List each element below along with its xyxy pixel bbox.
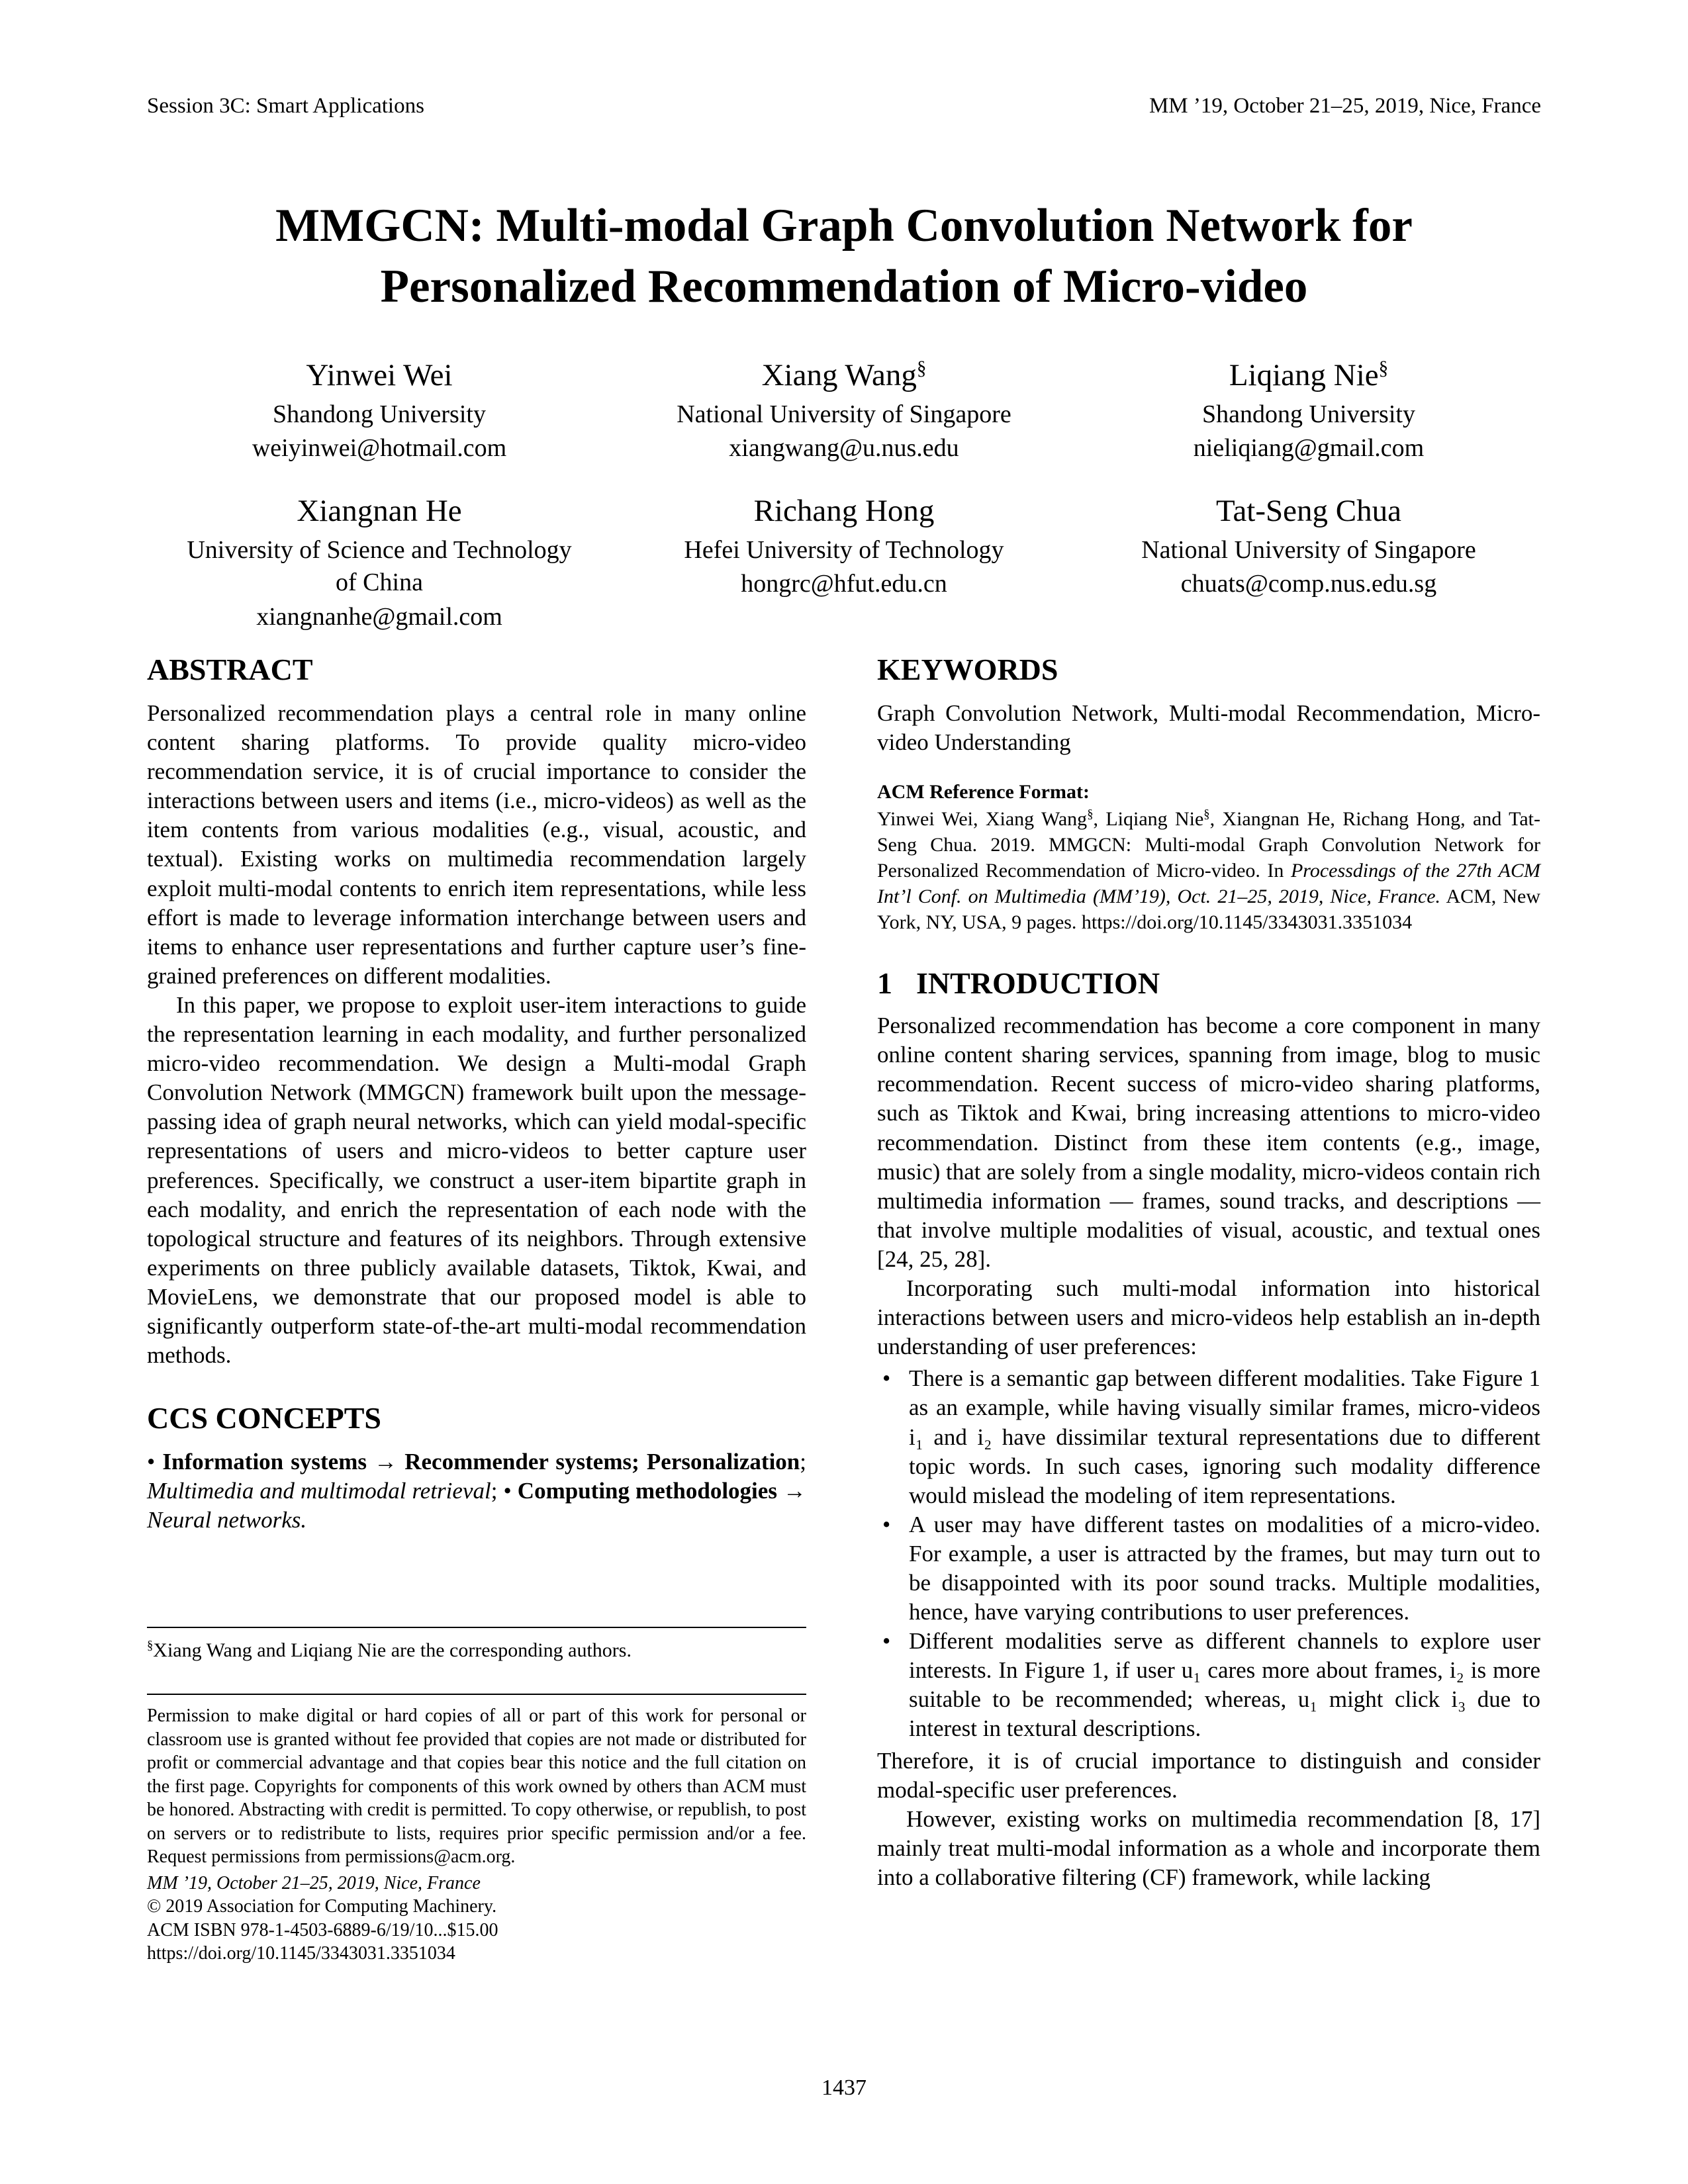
author-xiangnan-he xyxy=(147,493,612,633)
corresponding-author-footnote xyxy=(147,1637,806,1663)
introduction-heading xyxy=(877,966,1540,1001)
abstract-paragraph-2: In this paper, we propose to exploit user-item interactions to guide the representation learning in each modality, and further personalized micro-video recommendation. We design a Multi-modal Graph Convolution Network (MMGCN) framework built upon the message-passing idea of graph neural networks, which can yield modal-specific representations of users and micro-videos to better capture user preferences. Specifically, we construct a user-item bipartite graph in each modality, and enrich the representation of each node with the topological structure and features of its neighbors. Through extensive experiments on three publicly available datasets, Tiktok, Kwai, and MovieLens, we demonstrate that our proposed model is able to significantly outperform state-of-the-art multi-modal recommendation methods. xyxy=(147,991,806,1369)
keywords-heading: KEYWORDS xyxy=(877,653,1058,686)
modality-observations-list xyxy=(877,1364,1540,1743)
paper-title xyxy=(0,195,1688,318)
author-name: Xiang Wang§ xyxy=(761,357,927,392)
author-affiliation: University of Science and Technology of China xyxy=(187,535,572,597)
running-header-session: Session 3C: Smart Applications xyxy=(147,94,424,118)
author-liqiang-nie xyxy=(1076,357,1541,465)
author-footnote-mark: § xyxy=(916,357,927,379)
right-column xyxy=(877,652,1540,1892)
acm-reference-format-heading: ACM Reference Format: xyxy=(877,781,1090,803)
author-block xyxy=(147,357,1541,633)
intro-paragraph-3: Therefore, it is of crucial importance to distinguish and consider modal-specific user preferences. xyxy=(877,1747,1540,1803)
author-affiliation: Shandong University xyxy=(273,400,486,428)
keywords-text: Graph Convolution Network, Multi-modal Recommendation, Micro-video Understanding xyxy=(877,700,1540,756)
author-name: Richang Hong xyxy=(753,493,935,528)
left-column xyxy=(147,652,806,1535)
author-xiang-wang xyxy=(612,357,1076,465)
author-yinwei-wei xyxy=(147,357,612,465)
list-item-text: Different modalities serve as different channels to explore user interests. In Figure 1, if user u₁ cares more about frames, i₂ is more suitable to be recommended; whereas, u₁ might click i₃ due to interest in textural descriptions. xyxy=(909,1628,1540,1742)
bullet-icon: • xyxy=(882,1628,891,1655)
page-number: 1437 xyxy=(821,2075,867,2100)
paper-title-line-2: Personalized Recommendation of Micro-video xyxy=(380,261,1308,313)
author-affiliation: Shandong University xyxy=(1202,400,1415,428)
author-email: chuats@comp.nus.edu.sg xyxy=(1180,570,1437,598)
ccs-concepts-text: • Information systems → Recommender systems; Personalization; Multimedia and multimodal retrieval; • Computing methodologies → Neural networks. xyxy=(147,1449,807,1533)
author-email: nieliqiang@gmail.com xyxy=(1193,434,1425,463)
author-name: Liqiang Nie§ xyxy=(1229,357,1389,392)
author-name: Tat-Seng Chua xyxy=(1216,493,1401,528)
ccs-concepts-heading: CCS CONCEPTS xyxy=(147,1401,382,1435)
isbn-line: ACM ISBN 978-1-4503-6889-6/19/10...$15.00 xyxy=(147,1919,498,1940)
author-email: xiangnanhe@gmail.com xyxy=(256,602,502,631)
permission-conference-line: MM ’19, October 21–25, 2019, Nice, France xyxy=(147,1872,481,1893)
intro-paragraph-4: However, existing works on multimedia recommendation [8, 17] mainly treat multi-modal information as a whole and incorporate them into a collaborative filtering (CF) framework, while lacking xyxy=(877,1805,1540,1890)
section-title: INTRODUCTION xyxy=(916,966,1160,1001)
list-item xyxy=(877,1627,1540,1743)
author-richang-hong xyxy=(612,493,1076,633)
author-name: Yinwei Wei xyxy=(306,358,453,392)
footnote-rule xyxy=(147,1627,806,1628)
bullet-icon: • xyxy=(882,1511,891,1537)
abstract-heading: ABSTRACT xyxy=(147,653,313,686)
author-email: xiangwang@u.nus.edu xyxy=(729,434,959,463)
footnote-text: Xiang Wang and Liqiang Nie are the corresponding authors. xyxy=(153,1639,632,1661)
author-affiliation: National University of Singapore xyxy=(1141,535,1476,564)
author-tat-seng-chua xyxy=(1076,493,1541,633)
author-email: hongrc@hfut.edu.cn xyxy=(741,570,947,598)
acm-reference-format-text: Yinwei Wei, Xiang Wang§, Liqiang Nie§, Xiangnan He, Richang Hong, and Tat-Seng Chua. 2019. MMGCN: Multi-modal Graph Convolution Network for Personalized Recommendation of Micro-video. In Processdings of the 27th ACM Int’l Conf. on Multimedia (MM’19), Oct. 21–25, 2019, Nice, France. ACM, New York, NY, USA, 9 pages. https://doi.org/10.1145/3343031.3351034 xyxy=(877,807,1540,934)
footnote-mark: § xyxy=(147,1639,154,1653)
author-name: Xiangnan He xyxy=(297,493,462,528)
list-item-text: A user may have different tastes on modalities of a micro-video. For example, a user is attracted by the frames, but may turn out to be disappointed with its poor sound tracks. Multiple modalities, hence, have varying contributions to user preferences. xyxy=(909,1511,1540,1625)
doi-link[interactable]: https://doi.org/10.1145/3343031.3351034 xyxy=(147,1943,455,1964)
permission-rule xyxy=(147,1694,806,1695)
author-footnote-mark: § xyxy=(1378,357,1389,379)
footnote-and-permission-block xyxy=(147,1627,806,1966)
paper-title-line-1: MMGCN: Multi-modal Graph Convolution Network for xyxy=(275,200,1413,251)
author-affiliation: Hefei University of Technology xyxy=(684,535,1004,564)
abstract-paragraph-1: Personalized recommendation plays a central role in many online content sharing platforms. To provide quality micro-video recommendation service, it is of crucial importance to consider the interactions between users and items (i.e., micro-videos) as well as the item contents from various modalities (e.g., visual, acoustic, and textual). Existing works on multimedia recommendation largely exploit multi-modal contents to enrich item representations, while less effort is made to leverage information interchange between users and items to enhance user representations and further capture user’s fine-grained preferences on different modalities. xyxy=(147,700,806,989)
bullet-icon: • xyxy=(882,1365,891,1392)
copyright-line: © 2019 Association for Computing Machinery. xyxy=(147,1896,497,1917)
list-item xyxy=(877,1364,1540,1510)
author-email: weiyinwei@hotmail.com xyxy=(252,434,507,463)
list-item xyxy=(877,1510,1540,1627)
section-number: 1 xyxy=(877,966,892,1001)
intro-paragraph-2: Incorporating such multi-modal information into historical interactions between users and micro-videos help establish an in-depth understanding of user preferences: xyxy=(877,1275,1540,1360)
list-item-text: There is a semantic gap between different modalities. Take Figure 1 as an example, while having visually similar frames, micro-videos i₁ and i₂ have dissimilar textural representations due to different topic words. In such cases, ignoring such modality difference would mislead the modeling of item representations. xyxy=(909,1365,1540,1508)
permission-statement: Permission to make digital or hard copies of all or part of this work for personal or classroom use is granted without fee provided that copies are not made or distributed for profit or commercial advantage and that copies bear this notice and the full citation on the first page. Copyrights for components of this work owned by others than ACM must be honored. Abstracting with credit is permitted. To copy otherwise, or republish, to post on servers or to redistribute to lists, requires prior specific permission and/or a fee. Request permissions from permissions@acm.org. xyxy=(147,1706,806,1868)
intro-paragraph-1: Personalized recommendation has become a core component in many online content sharing services, spanning from image, blog to music recommendation. Recent success of micro-video sharing platforms, such as Tiktok and Kwai, bring increasing attentions to micro-video recommendation. Distinct from these item contents (e.g., image, music) that are solely from a single modality, micro-videos contain rich multimedia information — frames, sound tracks, and descriptions — that involve multiple modalities of visual, acoustic, and textual ones [24, 25, 28]. xyxy=(877,1013,1540,1272)
author-affiliation: National University of Singapore xyxy=(677,400,1011,428)
running-header-conference: MM ’19, October 21–25, 2019, Nice, France xyxy=(1149,94,1541,118)
